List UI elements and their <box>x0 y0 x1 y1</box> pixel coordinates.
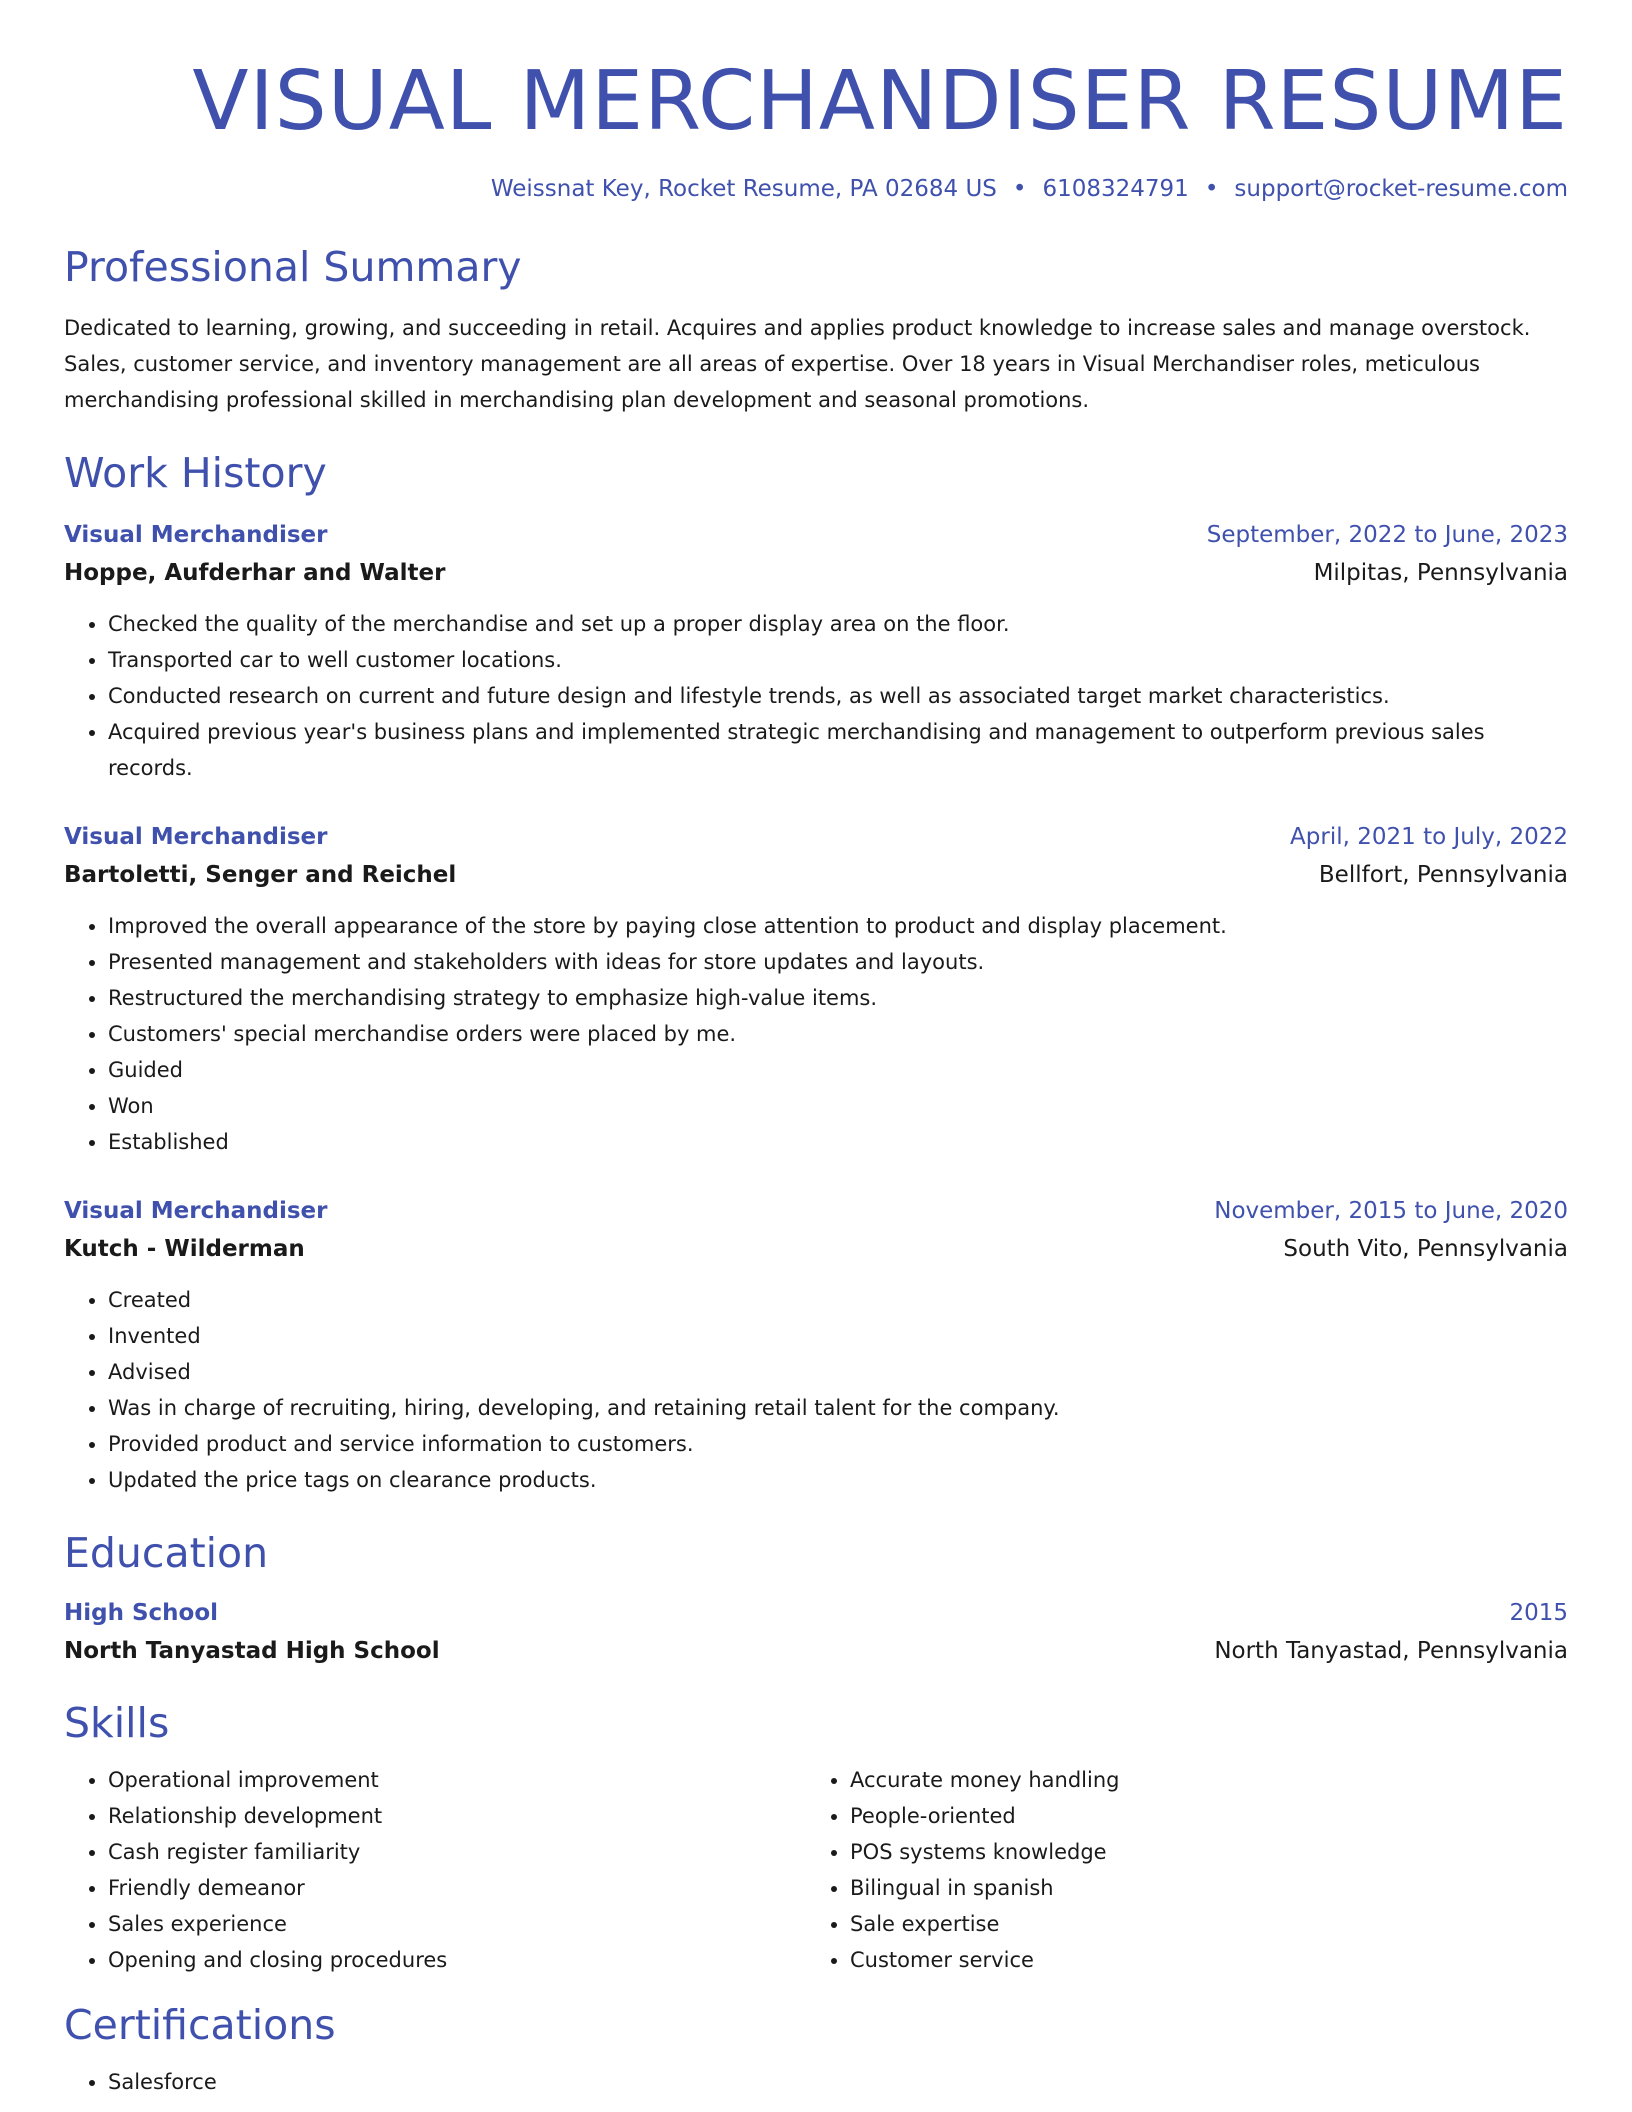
contact-separator: • <box>1012 176 1027 202</box>
job-company: Bartoletti, Senger and Reichel <box>64 862 457 888</box>
certifications-list <box>64 2064 1568 2100</box>
skill-item: • Operational improvement <box>108 1762 806 1798</box>
job-bullet: • Won <box>108 1088 1568 1124</box>
skill-item: • Bilingual in spanish <box>850 1870 1548 1906</box>
job-bullet: • Updated the price tags on clearance products. <box>108 1462 1568 1498</box>
education-year: 2015 <box>1509 1600 1568 1626</box>
certification-item: • Salesforce <box>108 2064 1568 2100</box>
job-bullet: • Acquired previous year's business plans and implemented strategic merchandising and management to outperform previous sales records. <box>108 714 1568 786</box>
work-history-list <box>64 516 1568 1498</box>
job-company-row <box>64 554 1568 592</box>
job-company: Hoppe, Aufderhar and Walter <box>64 560 446 586</box>
contact-email: support@rocket-resume.com <box>1234 176 1568 202</box>
job-bullets <box>64 1282 1568 1498</box>
resume-header <box>64 0 1568 204</box>
skill-item: • Customer service <box>850 1942 1548 1978</box>
job-bullet: • Checked the quality of the merchandise and set up a proper display area on the floor. <box>108 606 1568 642</box>
skill-item: • Accurate money handling <box>850 1762 1548 1798</box>
skill-item: • People-oriented <box>850 1798 1548 1834</box>
job-location: South Vito, Pennsylvania <box>1283 1236 1568 1262</box>
job-bullet: • Advised <box>108 1354 1568 1390</box>
skill-item: • Cash register familiarity <box>108 1834 806 1870</box>
job-company-row <box>64 856 1568 894</box>
job-bullet: • Established <box>108 1124 1568 1160</box>
job-location: Bellfort, Pennsylvania <box>1318 862 1568 888</box>
skills-list-left <box>64 1762 806 1978</box>
job-bullet: • Invented <box>108 1318 1568 1354</box>
summary-heading: Professional Summary <box>64 243 522 291</box>
job-header-row <box>64 516 1568 554</box>
job-bullet: • Presented management and stakeholders with ideas for store updates and layouts. <box>108 944 1568 980</box>
work-history-heading: Work History <box>64 449 327 497</box>
skill-item: • Opening and closing procedures <box>108 1942 806 1978</box>
job-bullets <box>64 606 1568 786</box>
job-role: Visual Merchandiser <box>64 522 328 548</box>
job-company-row <box>64 1230 1568 1268</box>
job-bullet: • Customers' special merchandise orders were placed by me. <box>108 1016 1568 1052</box>
job-dates: September, 2022 to June, 2023 <box>1206 522 1568 548</box>
certifications-heading: Certifications <box>64 2001 336 2049</box>
job-bullet: • Improved the overall appearance of the store by paying close attention to product and display placement. <box>108 908 1568 944</box>
job-role: Visual Merchandiser <box>64 824 328 850</box>
job-header-row <box>64 818 1568 856</box>
education-location: North Tanyastad, Pennsylvania <box>1214 1638 1568 1664</box>
job-bullet: • Provided product and service information to customers. <box>108 1426 1568 1462</box>
contact-phone: 6108324791 <box>1042 176 1189 202</box>
skill-item: • Relationship development <box>108 1798 806 1834</box>
job-company: Kutch - Wilderman <box>64 1236 305 1262</box>
contact-separator: • <box>1204 176 1219 202</box>
job-bullets <box>64 908 1568 1160</box>
job-bullet: • Restructured the merchandising strategy to emphasize high-value items. <box>108 980 1568 1016</box>
job-bullet: • Guided <box>108 1052 1568 1088</box>
contact-line <box>64 174 1568 204</box>
skill-item: • POS systems knowledge <box>850 1834 1548 1870</box>
job-bullet: • Conducted research on current and future design and lifestyle trends, as well as associated target market characteristics. <box>108 678 1568 714</box>
skills-grid <box>64 1762 1568 1978</box>
skills-column-left <box>64 1762 806 1978</box>
contact-address: Weissnat Key, Rocket Resume, PA 02684 US <box>490 176 997 202</box>
job-entry <box>64 818 1568 1160</box>
summary-text: Dedicated to learning, growing, and succeeding in retail. Acquires and applies product knowledge to increase sales and manage overstock. Sales, customer service, and inventory management are all areas of expertise. Over 18 years in Visual Merchandiser roles, meticulous merchandising professional skilled in merchandising plan development and seasonal promotions. <box>64 316 1531 412</box>
job-header-row <box>64 1192 1568 1230</box>
job-entry <box>64 516 1568 786</box>
education-school: North Tanyastad High School <box>64 1638 440 1664</box>
job-entry <box>64 1192 1568 1498</box>
education-heading: Education <box>64 1529 269 1577</box>
skill-item: • Friendly demeanor <box>108 1870 806 1906</box>
job-bullet: • Created <box>108 1282 1568 1318</box>
skills-list-right <box>806 1762 1548 1978</box>
education-entry <box>64 1594 1568 1670</box>
job-dates: November, 2015 to June, 2020 <box>1214 1198 1568 1224</box>
job-bullet: • Was in charge of recruiting, hiring, developing, and retaining retail talent for the company. <box>108 1390 1568 1426</box>
skill-item: • Sales experience <box>108 1906 806 1942</box>
education-degree: High School <box>64 1600 219 1626</box>
resume-title: VISUAL MERCHANDISER RESUME <box>192 54 1568 149</box>
job-location: Milpitas, Pennsylvania <box>1313 560 1568 586</box>
skill-item: • Sale expertise <box>850 1906 1548 1942</box>
job-bullet: • Transported car to well customer locations. <box>108 642 1568 678</box>
skills-heading: Skills <box>64 1699 170 1747</box>
skills-column-right <box>806 1762 1548 1978</box>
job-dates: April, 2021 to July, 2022 <box>1290 824 1568 850</box>
job-role: Visual Merchandiser <box>64 1198 328 1224</box>
